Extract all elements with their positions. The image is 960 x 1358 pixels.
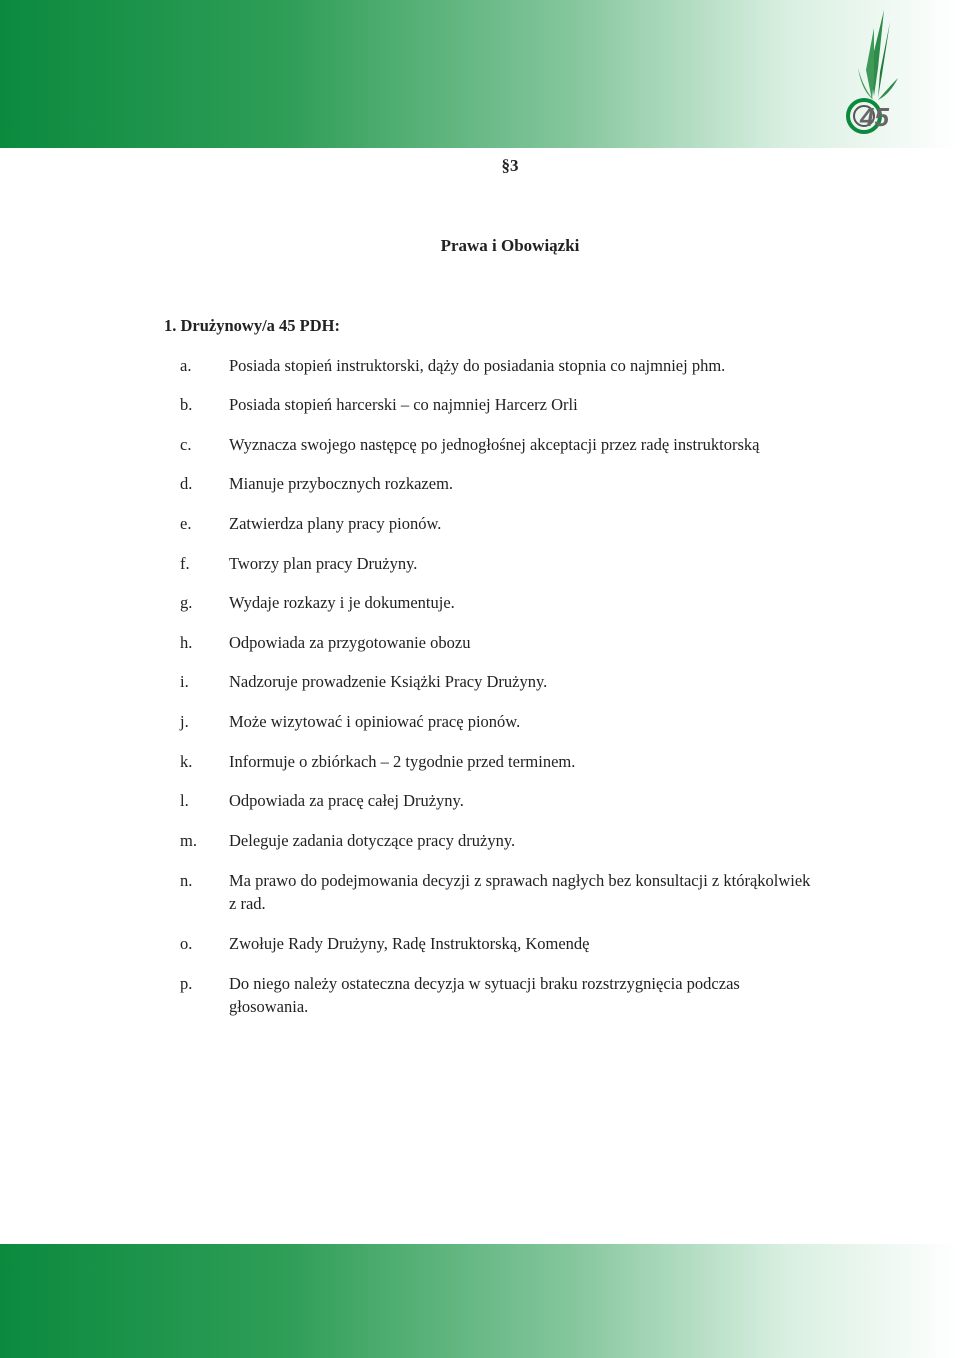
item-text: Zatwierdza plany pracy pionów.	[229, 514, 442, 533]
item-letter: o.	[180, 934, 193, 953]
item-text: Deleguje zadania dotyczące pracy drużyny.	[229, 831, 516, 850]
footer-band	[0, 1244, 960, 1358]
item-letter: e.	[180, 514, 192, 533]
item-letter: c.	[180, 435, 192, 454]
item-letter: f.	[180, 554, 190, 573]
logo-number: 45	[860, 102, 889, 132]
item-text: Nadzoruje prowadzenie Książki Pracy Drużyny.	[229, 672, 548, 691]
item-letter: m.	[180, 831, 197, 850]
item-text: Posiada stopień instruktorski, dąży do posiadania stopnia co najmniej phm.	[229, 356, 726, 375]
item-text: Odpowiada za przygotowanie obozu	[229, 633, 471, 652]
item-letter: k.	[180, 752, 193, 771]
item-text: Do niego należy ostateczna decyzja w sytuacji braku rozstrzygnięcia podczas głosowania.	[229, 974, 740, 1016]
item-text: Zwołuje Rady Drużyny, Radę Instruktorską, Komendę	[229, 934, 590, 953]
item-text: Tworzy plan pracy Drużyny.	[229, 554, 418, 573]
item-letter: l.	[180, 791, 189, 810]
item-letter: g.	[180, 593, 193, 612]
item-text: Wydaje rozkazy i je dokumentuje.	[229, 593, 455, 612]
item-letter: i.	[180, 672, 189, 691]
item-text: Posiada stopień harcerski – co najmniej Harcerz Orli	[229, 395, 578, 414]
item-letter: n.	[180, 871, 193, 890]
role-heading: 1. Drużynowy/a 45 PDH:	[164, 316, 340, 335]
item-text: Informuje o zbiórkach – 2 tygodnie przed terminem.	[229, 752, 576, 771]
item-letter: d.	[180, 474, 193, 493]
item-letter: b.	[180, 395, 193, 414]
section-title: Prawa i Obowiązki	[440, 236, 580, 255]
item-letter: p.	[180, 974, 193, 993]
item-letter: h.	[180, 633, 193, 652]
header-band	[0, 0, 960, 148]
item-text: Wyznacza swojego następcę po jednogłośnej akceptacji przez radę instruktorską	[229, 435, 760, 454]
section-number: §3	[501, 156, 519, 175]
item-letter: a.	[180, 356, 192, 375]
item-letter: j.	[180, 712, 189, 731]
item-text: Odpowiada za pracę całej Drużyny.	[229, 791, 464, 810]
item-text: Mianuje przybocznych rozkazem.	[229, 474, 454, 493]
item-text: Może wizytować i opiniować pracę pionów.	[229, 712, 521, 731]
lily-emblem-icon	[838, 8, 908, 140]
item-text: Ma prawo do podejmowania decyzji z sprawach nagłych bez konsultacji z którąkolwiek z rad.	[229, 871, 811, 913]
